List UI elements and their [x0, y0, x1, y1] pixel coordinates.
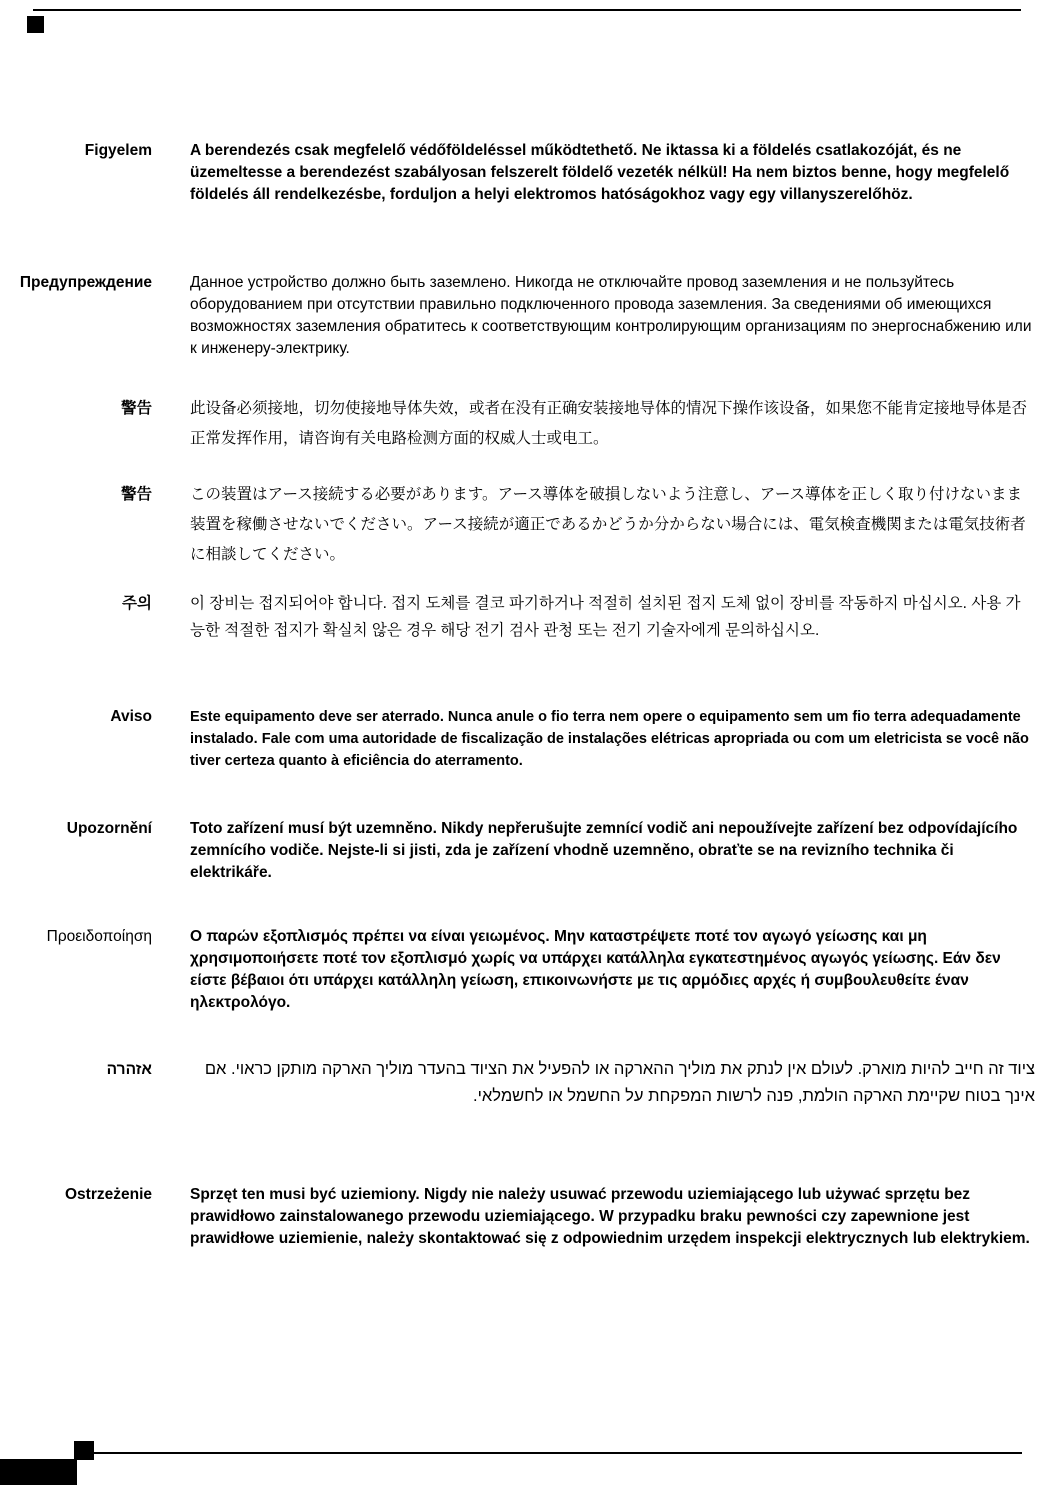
warning-text: A berendezés csak megfelelő védőföldeléssel működtethető. Ne iktassa ki a földelés csatlakozóját, és ne üzemeltesse a berendezést szabályosan felszerelt földelő vezeték nélkül! Ha nem biztos benne, hogy megfelelő földelés áll rendelkezésbe, forduljon a helyi elektromos hatóságokhoz vagy egy villanyszerelőhöz.: [190, 142, 1010, 203]
top-left-square: [27, 16, 44, 33]
bottom-rule: [85, 1452, 1022, 1454]
warning-label: 주의: [122, 595, 152, 612]
warning-text: この装置はアース接続する必要があります。アース導体を破損しないよう注意し、アース導体を正しく取り付けないまま装置を稼働させないでください。アース接続が適正であるかどうか分からない場合には、電気検査機関または電気技術者に相談してください。: [190, 486, 1026, 563]
warning-label: Figyelem: [84, 142, 152, 159]
warning-block-polish: [0, 1184, 1040, 1250]
warning-label: Предупреждение: [19, 274, 152, 291]
bottom-left-square: [74, 1441, 94, 1460]
warning-label: Προειδοποίηση: [46, 928, 152, 945]
warning-label: Aviso: [110, 708, 152, 725]
warning-text: Sprzęt ten musi być uziemiony. Nigdy nie należy usuwać przewodu uziemiającego lub używać sprzętu bez prawidłowo zainstalowanego przewodu uziemiającego. W przypadku braku pewności czy zapewnione jest prawidłowe uziemienie, należy skontaktować się z odpowiednim urzędem inspekcji elektrycznych lub elektrykiem.: [190, 1186, 1030, 1247]
warning-text: 이 장비는 접지되어야 합니다. 접지 도체를 결코 파기하거나 적절히 설치된 접지 도체 없이 장비를 작동하지 마십시오. 사용 가능한 적절한 접지가 확실치 않은 경우 해당 전기 검사 관청 또는 전기 기술자에게 문의하십시오.: [190, 595, 1021, 639]
warning-block-portuguese: [0, 706, 1040, 772]
warning-text: Toto zařízení musí být uzemněno. Nikdy nepřerušujte zemnící vodič ani nepoužívejte zařízení bez odpovídajícího zemnícího vodiče. Nejste-li si jisti, zda je zařízení vhodně uzemněno, obraťte se na revizního technika či elektrikáře.: [190, 820, 1018, 881]
top-rule: [33, 9, 1021, 11]
footer-corner-bar: [0, 1459, 77, 1485]
warning-block-hungarian: [0, 140, 1040, 206]
warning-block-japanese: [0, 480, 1040, 570]
warning-label: 警告: [120, 486, 152, 503]
warning-block-hebrew: [0, 1056, 1040, 1110]
warning-text: ציוד זה חייב להיות מוארק. לעולם אין לנתק את מוליך ההארקה או להפעיל את הציוד בהעדר מוליך הארקה מותקן כראוי. אם אינך בטוח שקיימת הארקה הולמת, פנה לרשות המפקחת על החשמל או לחשמלאי.: [204, 1060, 1035, 1105]
warning-text: Данное устройство должно быть заземлено. Никогда не отключайте провод заземления и не пользуйтесь оборудованием при отсутствии правильно подключенного провода заземления. За сведениями об имеющихся возможностях заземления обратитесь к соответствующим контролирующим организациям по энергоснабжению или к инженеру-электрику.: [190, 274, 1032, 357]
warning-text: Ο παρών εξοπλισμός πρέπει να είναι γειωμένος. Μην καταστρέψετε ποτέ τον αγωγό γείωσης και μη χρησιμοποιήσετε ποτέ τον εξοπλισμό χωρίς να υπάρχει κατάλληλα εγκατεστημένος αγωγός γείωσης. Εάν δεν είστε βέβαιοι ότι υπάρχει κατάλληλη γείωση, επικοινωνήστε με τις αρμόδιες αρχές ή συμβουλευθείτε έναν ηλεκτρολόγο.: [190, 928, 1001, 1011]
warning-text: 此设备必须接地，切勿使接地导体失效，或者在没有正确安装接地导体的情况下操作该设备，如果您不能肯定接地导体是否正常发挥作用，请咨询有关电路检测方面的权威人士或电工。: [190, 400, 1028, 447]
warning-label: Ostrzeżenie: [64, 1186, 152, 1203]
warning-label: Upozornění: [66, 820, 152, 837]
warning-block-czech: [0, 818, 1040, 884]
warning-block-russian: [0, 272, 1040, 360]
warning-label: אזהרה: [106, 1061, 152, 1078]
warning-block-korean: [0, 590, 1040, 644]
warning-block-chinese: [0, 394, 1040, 454]
warning-label: 警告: [120, 400, 152, 417]
warning-text: Este equipamento deve ser aterrado. Nunca anule o fio terra nem opere o equipamento sem um fio terra adequadamente instalado. Fale com uma autoridade de fiscalização de instalações elétricas apropriada ou com um eletricista se você não tiver certeza quanto à eficiência do aterramento.: [190, 709, 1029, 769]
warning-block-greek: [0, 926, 1040, 1014]
